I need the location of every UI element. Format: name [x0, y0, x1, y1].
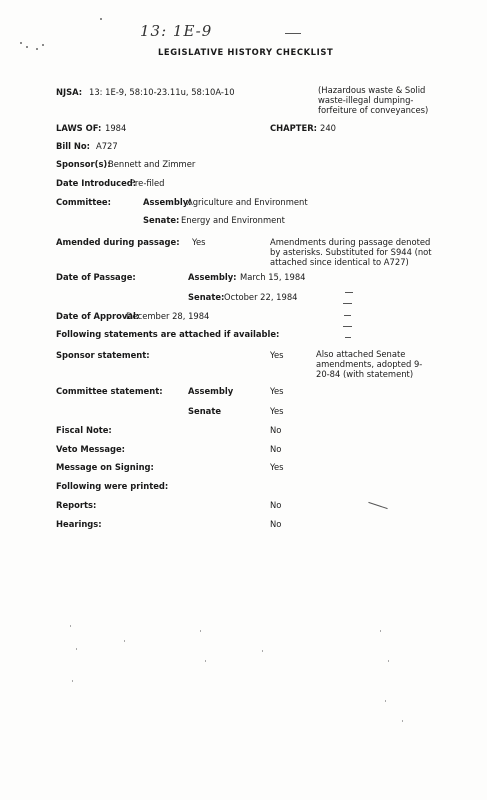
sponsors-label: Sponsor(s): — [56, 159, 111, 169]
date-introduced-value: Pre-filed — [130, 178, 165, 188]
laws-of-label: LAWS OF: — [56, 123, 102, 133]
committee-assembly-label: Assembly: — [143, 197, 192, 207]
committee-statement-assembly-value: Yes — [270, 386, 284, 396]
njsa-label: NJSA: — [56, 87, 83, 97]
sponsors-value: Bennett and Zimmer — [108, 159, 196, 169]
reports-label: Reports: — [56, 500, 97, 510]
handwritten-dash — [285, 33, 301, 34]
following-attached-heading: Following statements are attached if available: — [56, 329, 280, 339]
committee-statement-assembly-label: Assembly — [188, 386, 234, 396]
bill-no-label: Bill No: — [56, 141, 91, 151]
amended-note: Amendments during passage denoted by asterisks. Substituted for S944 (not attached since identical to A727) — [270, 237, 432, 267]
sponsor-statement-value: Yes — [270, 350, 284, 360]
page-title: LEGISLATIVE HISTORY CHECKLIST — [158, 47, 334, 57]
approval-label: Date of Approval: — [56, 311, 140, 321]
approval-value: December 28, 1984 — [126, 311, 210, 321]
message-signing-label: Message on Signing: — [56, 462, 154, 472]
committee-statement-senate-value: Yes — [270, 406, 284, 416]
laws-of-value: 1984 — [105, 123, 127, 133]
committee-assembly-value: Agriculture and Environment — [187, 197, 308, 207]
passage-senate-label: Senate: — [188, 292, 225, 302]
reports-value: No — [270, 500, 282, 510]
amended-value: Yes — [192, 237, 206, 247]
veto-message-label: Veto Message: — [56, 444, 126, 454]
njsa-note: (Hazardous waste & Solid waste-illegal dumping-forfeiture of conveyances) — [318, 85, 429, 115]
bill-no-value: A727 — [96, 141, 118, 151]
date-introduced-label: Date Introduced: — [56, 178, 137, 188]
sponsor-statement-note: Also attached Senate amendments, adopted 9-20-84 (with statement) — [316, 349, 423, 379]
njsa-value: 13: 1E-9, 58:10-23.11u, 58:10A-10 — [89, 87, 235, 97]
passage-assembly-date: March 15, 1984 — [240, 272, 306, 282]
hearings-label: Hearings: — [56, 519, 102, 529]
committee-senate-value: Energy and Environment — [181, 215, 285, 225]
committee-statement-label: Committee statement: — [56, 386, 163, 396]
veto-message-value: No — [270, 444, 282, 454]
handwritten-document-number: 13: 1E-9 — [140, 22, 213, 40]
fiscal-note-value: No — [270, 425, 282, 435]
hearings-value: No — [270, 519, 282, 529]
passage-senate-date: October 22, 1984 — [224, 292, 298, 302]
fiscal-note-label: Fiscal Note: — [56, 425, 112, 435]
chapter-label: CHAPTER: — [270, 123, 318, 133]
committee-statement-senate-label: Senate — [188, 406, 222, 416]
following-printed-heading: Following were printed: — [56, 481, 169, 491]
message-signing-value: Yes — [270, 462, 284, 472]
chapter-value: 240 — [320, 123, 336, 133]
committee-label: Committee: — [56, 197, 111, 207]
passage-assembly-label: Assembly: — [188, 272, 237, 282]
sponsor-statement-label: Sponsor statement: — [56, 350, 150, 360]
amended-label: Amended during passage: — [56, 237, 180, 247]
passage-label: Date of Passage: — [56, 272, 136, 282]
committee-senate-label: Senate: — [143, 215, 180, 225]
